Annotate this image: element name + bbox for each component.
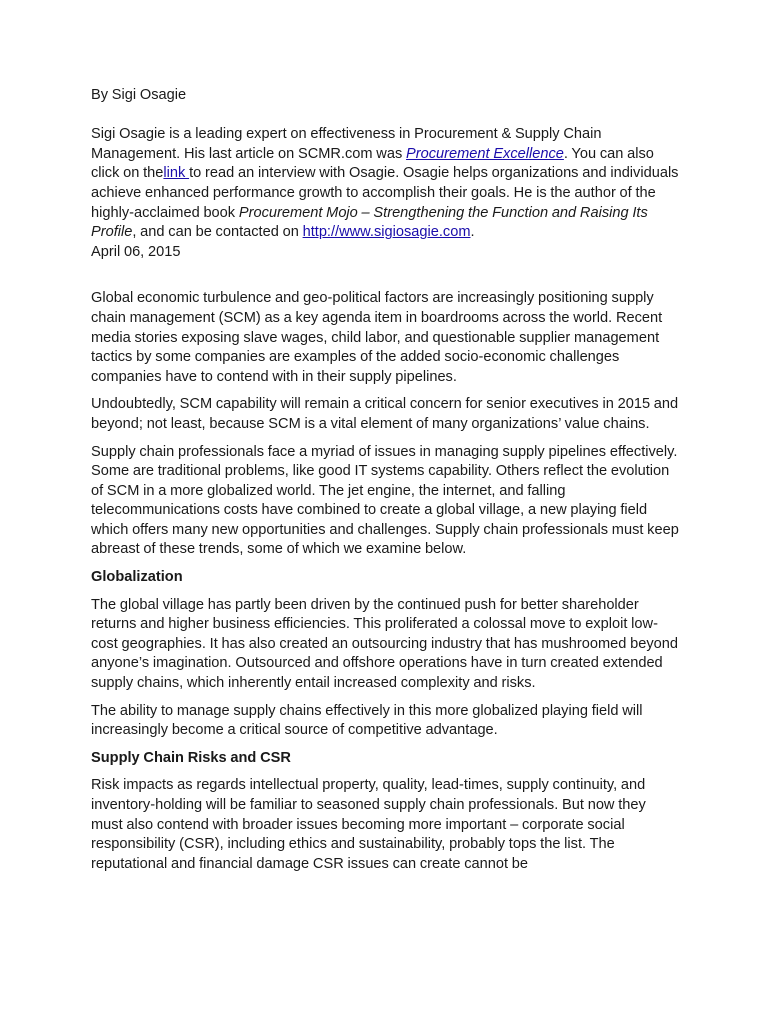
interview-link[interactable]: link	[163, 165, 190, 182]
paragraph: Supply chain professionals face a myriad of issues in managing supply pipelines effectively. Some are traditional problems, like good IT systems capability. Others reflect the evolution of SCM in a more globalized world. The jet engine, the internet, and falling telecommunications costs have combined to create a global village, a new playing field which offers many new opportunities and challenges. Supply chain professionals must keep abreast of these trends, some of which we examine below.	[91, 443, 679, 558]
byline: By Sigi Osagie	[91, 87, 187, 103]
section-heading-risks-csr: Supply Chain Risks and CSR	[91, 749, 291, 766]
bio-text-1: Sigi Osagie is a leading expert on effectiveness in Procurement & Supply Chain Management. His last article on SCMR.com was	[91, 126, 602, 162]
article-link[interactable]: Procurement Excellence	[406, 145, 564, 162]
paragraph: Risk impacts as regards intellectual property, quality, lead-times, supply continuity, and inventory-holding will be familiar to seasoned supply chain professionals. But now they must also contend with broader issues becoming more important – corporate social responsibility (CSR), including ethics and sustainability, probably tops the list. The reputational and financial damage CSR issues can create cannot be	[91, 777, 646, 872]
publish-date: April 06, 2015	[91, 243, 181, 260]
bio-text-2: . You can also click on the	[91, 145, 654, 182]
section-heading-globalization: Globalization	[91, 569, 183, 586]
book-title: Procurement Mojo – Strengthening the Function and Raising Its Profile	[91, 204, 648, 241]
bio-text-5: .	[470, 224, 475, 241]
paragraph: Global economic turbulence and geo-political factors are increasingly positioning supply chain management (SCM) as a key agenda item in boardrooms across the world. Recent media stories exposing slave wages, child labor, and questionable supplier management tactics by some companies are examples of the added socio-economic challenges companies have to contend with in their supply pipelines.	[91, 290, 663, 385]
bio-text-4: , and can be contacted on	[132, 224, 303, 241]
website-link[interactable]: http://www.sigiosagie.com	[302, 224, 471, 241]
paragraph: The global village has partly been driven by the continued push for better shareholder returns and higher business efficiencies. This proliferated a colossal move to exploit low-cost geographies. It has also created an outsourcing industry that has mushroomed beyond anyone’s imagination. Outsourced and offshore operations have in turn created extended supply chains, which inherently entail increased complexity and risks.	[91, 596, 678, 692]
paragraph: The ability to manage supply chains effectively in this more globalized playing field will increasingly become a critical source of competitive advantage.	[91, 702, 643, 739]
bio-text-3: to read an interview with Osagie. Osagie helps organizations and individuals achieve enhanced performance growth to accomplish their goals. He is the author of the highly-acclaimed book	[91, 165, 679, 221]
paragraph: Undoubtedly, SCM capability will remain a critical concern for senior executives in 2015 and beyond; not least, because SCM is a vital element of many organizations’ value chains.	[91, 396, 679, 432]
author-bio	[91, 125, 681, 262]
document-page	[91, 86, 681, 882]
